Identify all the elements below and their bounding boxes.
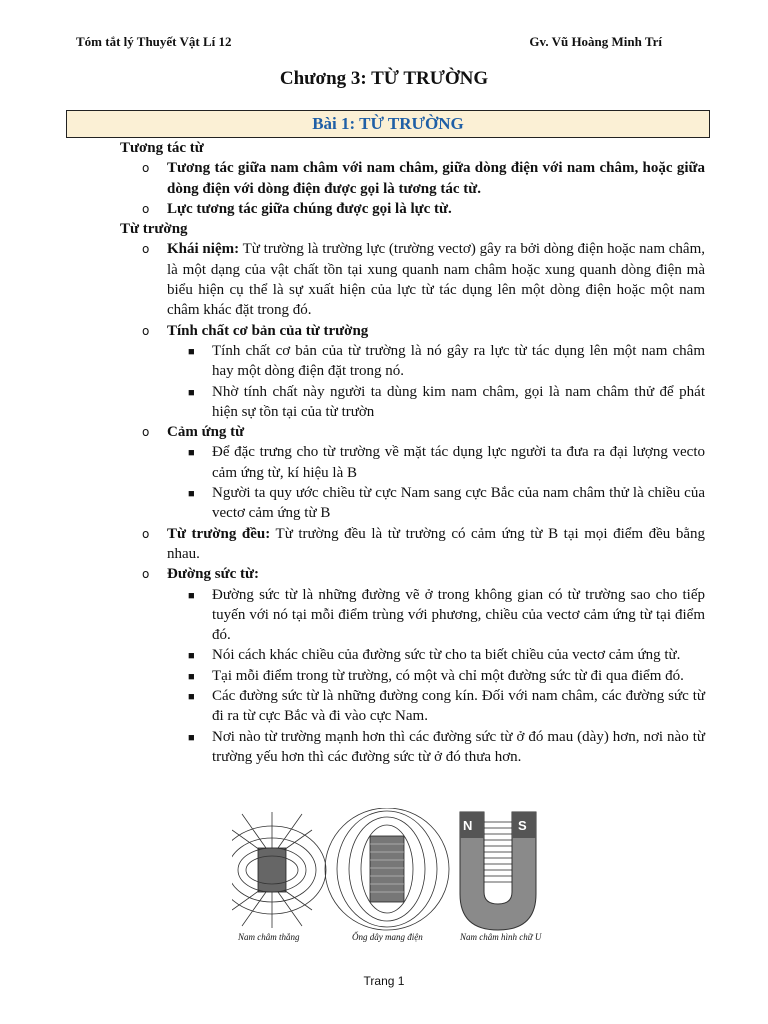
caption-u-magnet: Nam châm hình chữ U bbox=[460, 932, 542, 942]
list-item bbox=[120, 321, 705, 341]
square-bullet-icon: ■ bbox=[188, 345, 195, 358]
property-item-1: Tính chất cơ bản của từ trường là nó gây ra lực từ tác dụng lên một nam châm hay một dòng điện đặt trong nó. bbox=[212, 342, 705, 380]
header-left: Tóm tắt lý Thuyết Vật Lí 12 bbox=[76, 34, 232, 49]
sub-list-item bbox=[120, 666, 705, 686]
header-right: Gv. Vũ Hoàng Minh Trí bbox=[529, 34, 662, 49]
lines-item-5: Nơi nào từ trường mạnh hơn thì các đường sức từ ở đó mau (dày) hơn, nơi nào từ trường yếu hơn thì các đường sức từ ở đó thưa hơn. bbox=[212, 728, 705, 765]
list-item bbox=[120, 422, 705, 442]
lines-item-4: Các đường sức từ là những đường cong kín. Đối với nam châm, các đường sức từ đi ra từ cực Bắc và đi vào cực Nam. bbox=[212, 688, 705, 725]
list-item bbox=[120, 199, 705, 219]
circle-bullet-icon: o bbox=[142, 201, 150, 216]
list-item bbox=[120, 239, 705, 320]
square-bullet-icon: ■ bbox=[188, 386, 195, 399]
lesson-title-box: Bài 1: TỪ TRƯỜNG bbox=[66, 110, 710, 138]
lines-item-3: Tại mỗi điểm trong từ trường, có một và chỉ một đường sức từ đi qua điểm đó. bbox=[212, 667, 684, 684]
property-item-2: Nhờ tính chất này người ta dùng kim nam châm, gọi là nam châm thử để phát hiện sự tồn tại của từ trườn bbox=[212, 383, 705, 420]
pole-s-label: S bbox=[518, 818, 527, 833]
concept-label: Khái niệm: bbox=[167, 241, 240, 258]
lines-item-2: Nói cách khác chiều của đường sức từ cho ta biết chiều của vectơ cảm ứng từ. bbox=[212, 647, 681, 664]
circle-bullet-icon: o bbox=[142, 567, 150, 582]
sub-list-item bbox=[120, 442, 705, 483]
induction-item-1: Để đặc trưng cho từ trường về mặt tác dụng lực người ta đưa ra đại lượng vecto cảm ứng từ, kí hiệu là B bbox=[212, 444, 705, 481]
sub-list-item bbox=[120, 645, 705, 665]
induction-item-2: Người ta quy ước chiều từ cực Nam sang cực Bắc của nam châm thử là chiều của vectơ cảm ứng từ B bbox=[212, 485, 705, 522]
lines-heading: Đường sức từ: bbox=[167, 566, 259, 583]
square-bullet-icon: ■ bbox=[188, 670, 195, 683]
magnetic-field-figure bbox=[232, 808, 562, 944]
lines-item-1: Đường sức từ là những đường vẽ ở trong không gian có từ trường sao cho tiếp tuyến với nó tại mỗi điểm trùng với phương, chiều của vectơ cảm ứng từ tại điểm đó. bbox=[212, 586, 705, 644]
solenoid-diagram bbox=[325, 808, 449, 930]
sub-list-item bbox=[120, 686, 705, 727]
sub-list-item bbox=[120, 483, 705, 524]
circle-bullet-icon: o bbox=[142, 323, 150, 338]
interaction-item-1: Tương tác giữa nam châm với nam châm, giữa dòng điện với nam châm, hoặc giữa dòng điện với dòng điện được gọi là tương tác từ. bbox=[167, 160, 705, 197]
page-number: Trang 1 bbox=[363, 974, 405, 988]
circle-bullet-icon: o bbox=[142, 161, 150, 176]
list-item bbox=[120, 564, 705, 584]
bar-magnet-diagram bbox=[232, 812, 326, 928]
uniform-label: Từ trường đều: bbox=[167, 525, 271, 542]
chapter-title: Chương 3: TỪ TRƯỜNG bbox=[279, 68, 489, 89]
sub-list-item bbox=[120, 727, 705, 768]
square-bullet-icon: ■ bbox=[188, 447, 195, 460]
sub-list-item bbox=[120, 585, 705, 646]
list-item bbox=[120, 158, 705, 199]
concept-text: Từ trường là trường lực (trường vectơ) gây ra bởi dòng điện hoặc nam châm, là một dạng của vật chất tồn tại xung quanh nam châm hoặc xung quanh dòng điện mà biểu hiện cụ thể là sự xuất hiện của lực từ tác dụng lên một dòng điện hoặc một nam châm khác đặt trong đó. bbox=[167, 241, 705, 319]
circle-bullet-icon: o bbox=[142, 526, 150, 541]
caption-bar-magnet: Nam châm thẳng bbox=[238, 932, 300, 942]
interaction-item-2: Lực tương tác giữa chúng được gọi là lực từ. bbox=[167, 200, 452, 217]
square-bullet-icon: ■ bbox=[188, 589, 195, 602]
circle-bullet-icon: o bbox=[142, 242, 150, 257]
caption-solenoid: Ống dây mang điện bbox=[352, 932, 423, 942]
document-body bbox=[120, 138, 705, 767]
square-bullet-icon: ■ bbox=[188, 488, 195, 501]
square-bullet-icon: ■ bbox=[188, 731, 195, 744]
property-heading: Tính chất cơ bản của từ trường bbox=[167, 322, 369, 339]
pole-n-label: N bbox=[463, 818, 473, 833]
section-heading-field: Từ trường bbox=[120, 221, 188, 238]
field-lines-illustration bbox=[232, 808, 562, 932]
induction-heading: Cảm ứng từ bbox=[167, 424, 245, 441]
square-bullet-icon: ■ bbox=[188, 691, 195, 704]
sub-list-item bbox=[120, 382, 705, 423]
section-heading-interaction: Tương tác từ bbox=[120, 140, 204, 156]
circle-bullet-icon: o bbox=[142, 425, 150, 440]
list-item bbox=[120, 524, 705, 565]
square-bullet-icon: ■ bbox=[188, 650, 195, 663]
uniform-text: Từ trường đều là từ trường có cảm ứng từ B tại mọi điểm đều bằng nhau. bbox=[167, 525, 705, 562]
sub-list-item bbox=[120, 341, 705, 382]
